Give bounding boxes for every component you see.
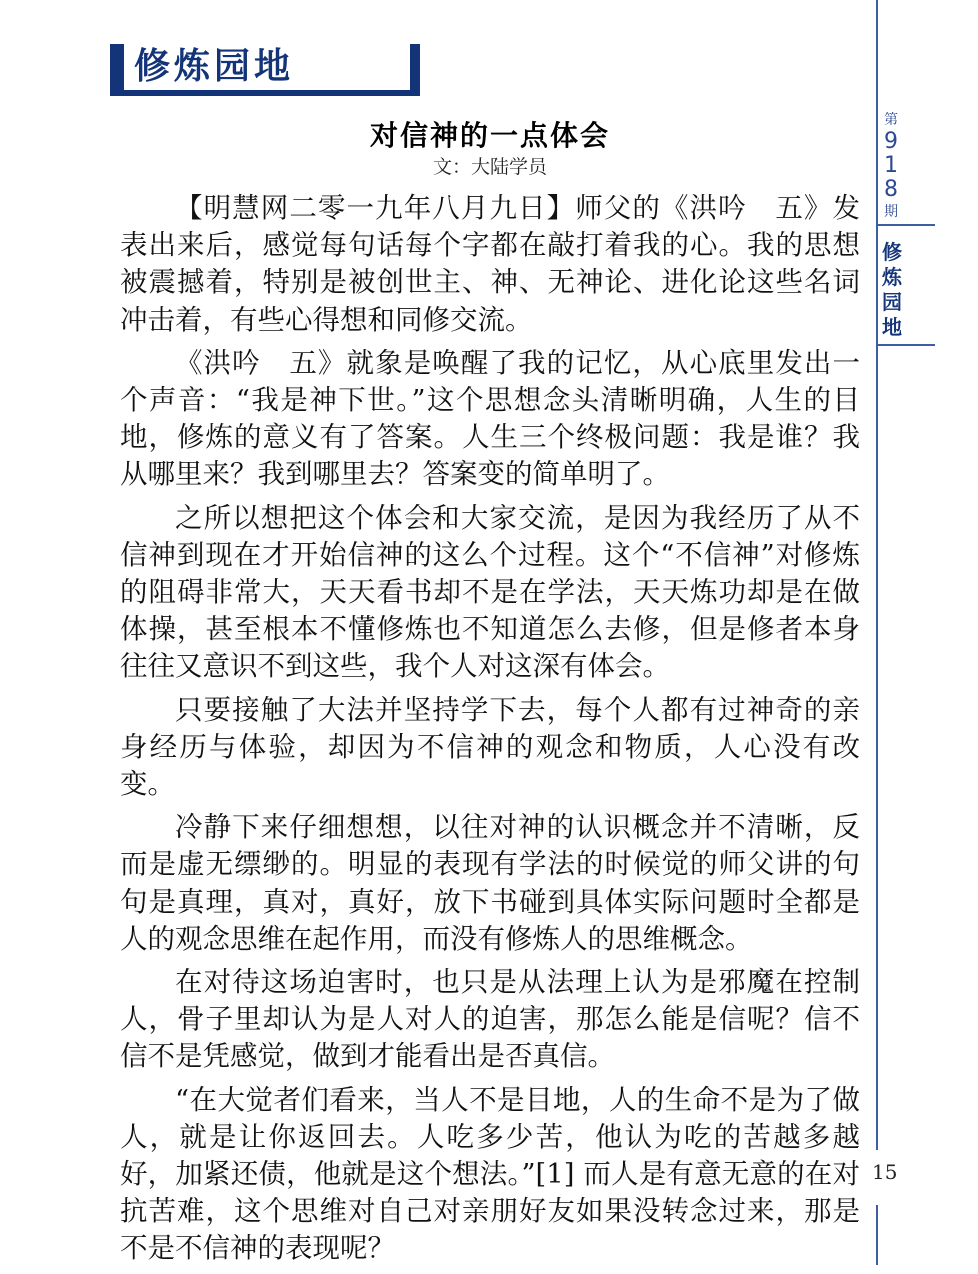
sidebar-section-label — [880, 240, 904, 340]
section-title: 修炼园地 — [134, 46, 295, 87]
paragraph: 【明慧网二零一九年八月九日】师父的《洪吟 五》发表出来后，感觉每句话每个字都在敲打着我的心。我的思想被震撼着，特别是被创世主、神、无神论、进化论这些名词冲击着，有些心得想和同修交流。 — [120, 192, 860, 336]
article-title: 对信神的一点体会 — [369, 119, 610, 152]
issue-digit: 8 — [884, 177, 898, 202]
sidebar-section-char: 修 — [882, 240, 902, 264]
paragraph: 在对待这场迫害时，也只是从法理上认为是邪魔在控制人，骨子里却认为是人对人的迫害，那怎么能是信呢？信不信不是凭感觉，做到才能看出是否真信。 — [120, 966, 860, 1073]
paragraph: 冷静下来仔细想想，以往对神的认识概念并不清晰，反而是虚无缥缈的。明显的表现有学法的时候觉的师父讲的句句是真理，真对，真好，放下书碰到具体实际问题时全都是人的观念思维在起作用，而没有修炼人的思维概念。 — [120, 811, 860, 955]
issue-suffix: 期 — [884, 204, 898, 220]
paragraph: 《洪吟 五》就象是唤醒了我的记忆，从心底里发出一个声音：“我是神下世。”这个思想念头清晰明确，人生的目地，修炼的意义有了答案。人生三个终极问题：我是谁？我从哪里来？我到哪里去？答案变的简单明了。 — [120, 346, 860, 491]
issue-number — [878, 110, 904, 222]
sidebar-section-char: 地 — [882, 315, 902, 339]
issue-prefix: 第 — [884, 112, 898, 128]
paragraph: 只要接触了大法并坚持学下去，每个人都有过神奇的亲身经历与体验，却因为不信神的观念和物质，人心没有改变。 — [120, 693, 860, 801]
article-byline: 文：大陆学员 — [432, 156, 547, 178]
header-left-bar — [110, 44, 124, 96]
article-body — [120, 190, 860, 1274]
sidebar-section-char: 炼 — [882, 265, 902, 289]
issue-digit: 9 — [884, 129, 898, 154]
page-number: 15 — [872, 1160, 898, 1184]
paragraph: 之所以想把这个体会和大家交流，是因为我经历了从不信神到现在才开始信神的这么个过程。这个“不信神”对修炼的阻碍非常大，天天看书却不是在学法，天天炼功却是在做体操，甚至根本不懂修炼也不知道怎么去修，但是修者本身往往又意识不到这些，我个人对这深有体会。 — [120, 501, 860, 683]
header-underline — [110, 90, 420, 96]
sidebar-rule-lower — [876, 1205, 878, 1265]
sidebar-divider — [878, 224, 935, 226]
section-header — [110, 44, 420, 96]
issue-digit: 1 — [884, 153, 898, 178]
paragraph: “在大觉者们看来，当人不是目地，人的生命不是为了做人，就是让你返回去。人吃多少苦，他认为吃的苦越多越好，加紧还债，他就是这个想法。”[1] 而人是有意无意的在对抗苦难，这个思维对自己对亲朋好友如果没转念过来，那是不是不信神的表现呢？ — [120, 1083, 860, 1265]
sidebar-divider — [878, 344, 935, 346]
sidebar-section-char: 园 — [882, 290, 902, 314]
header-right-bar — [410, 44, 420, 96]
